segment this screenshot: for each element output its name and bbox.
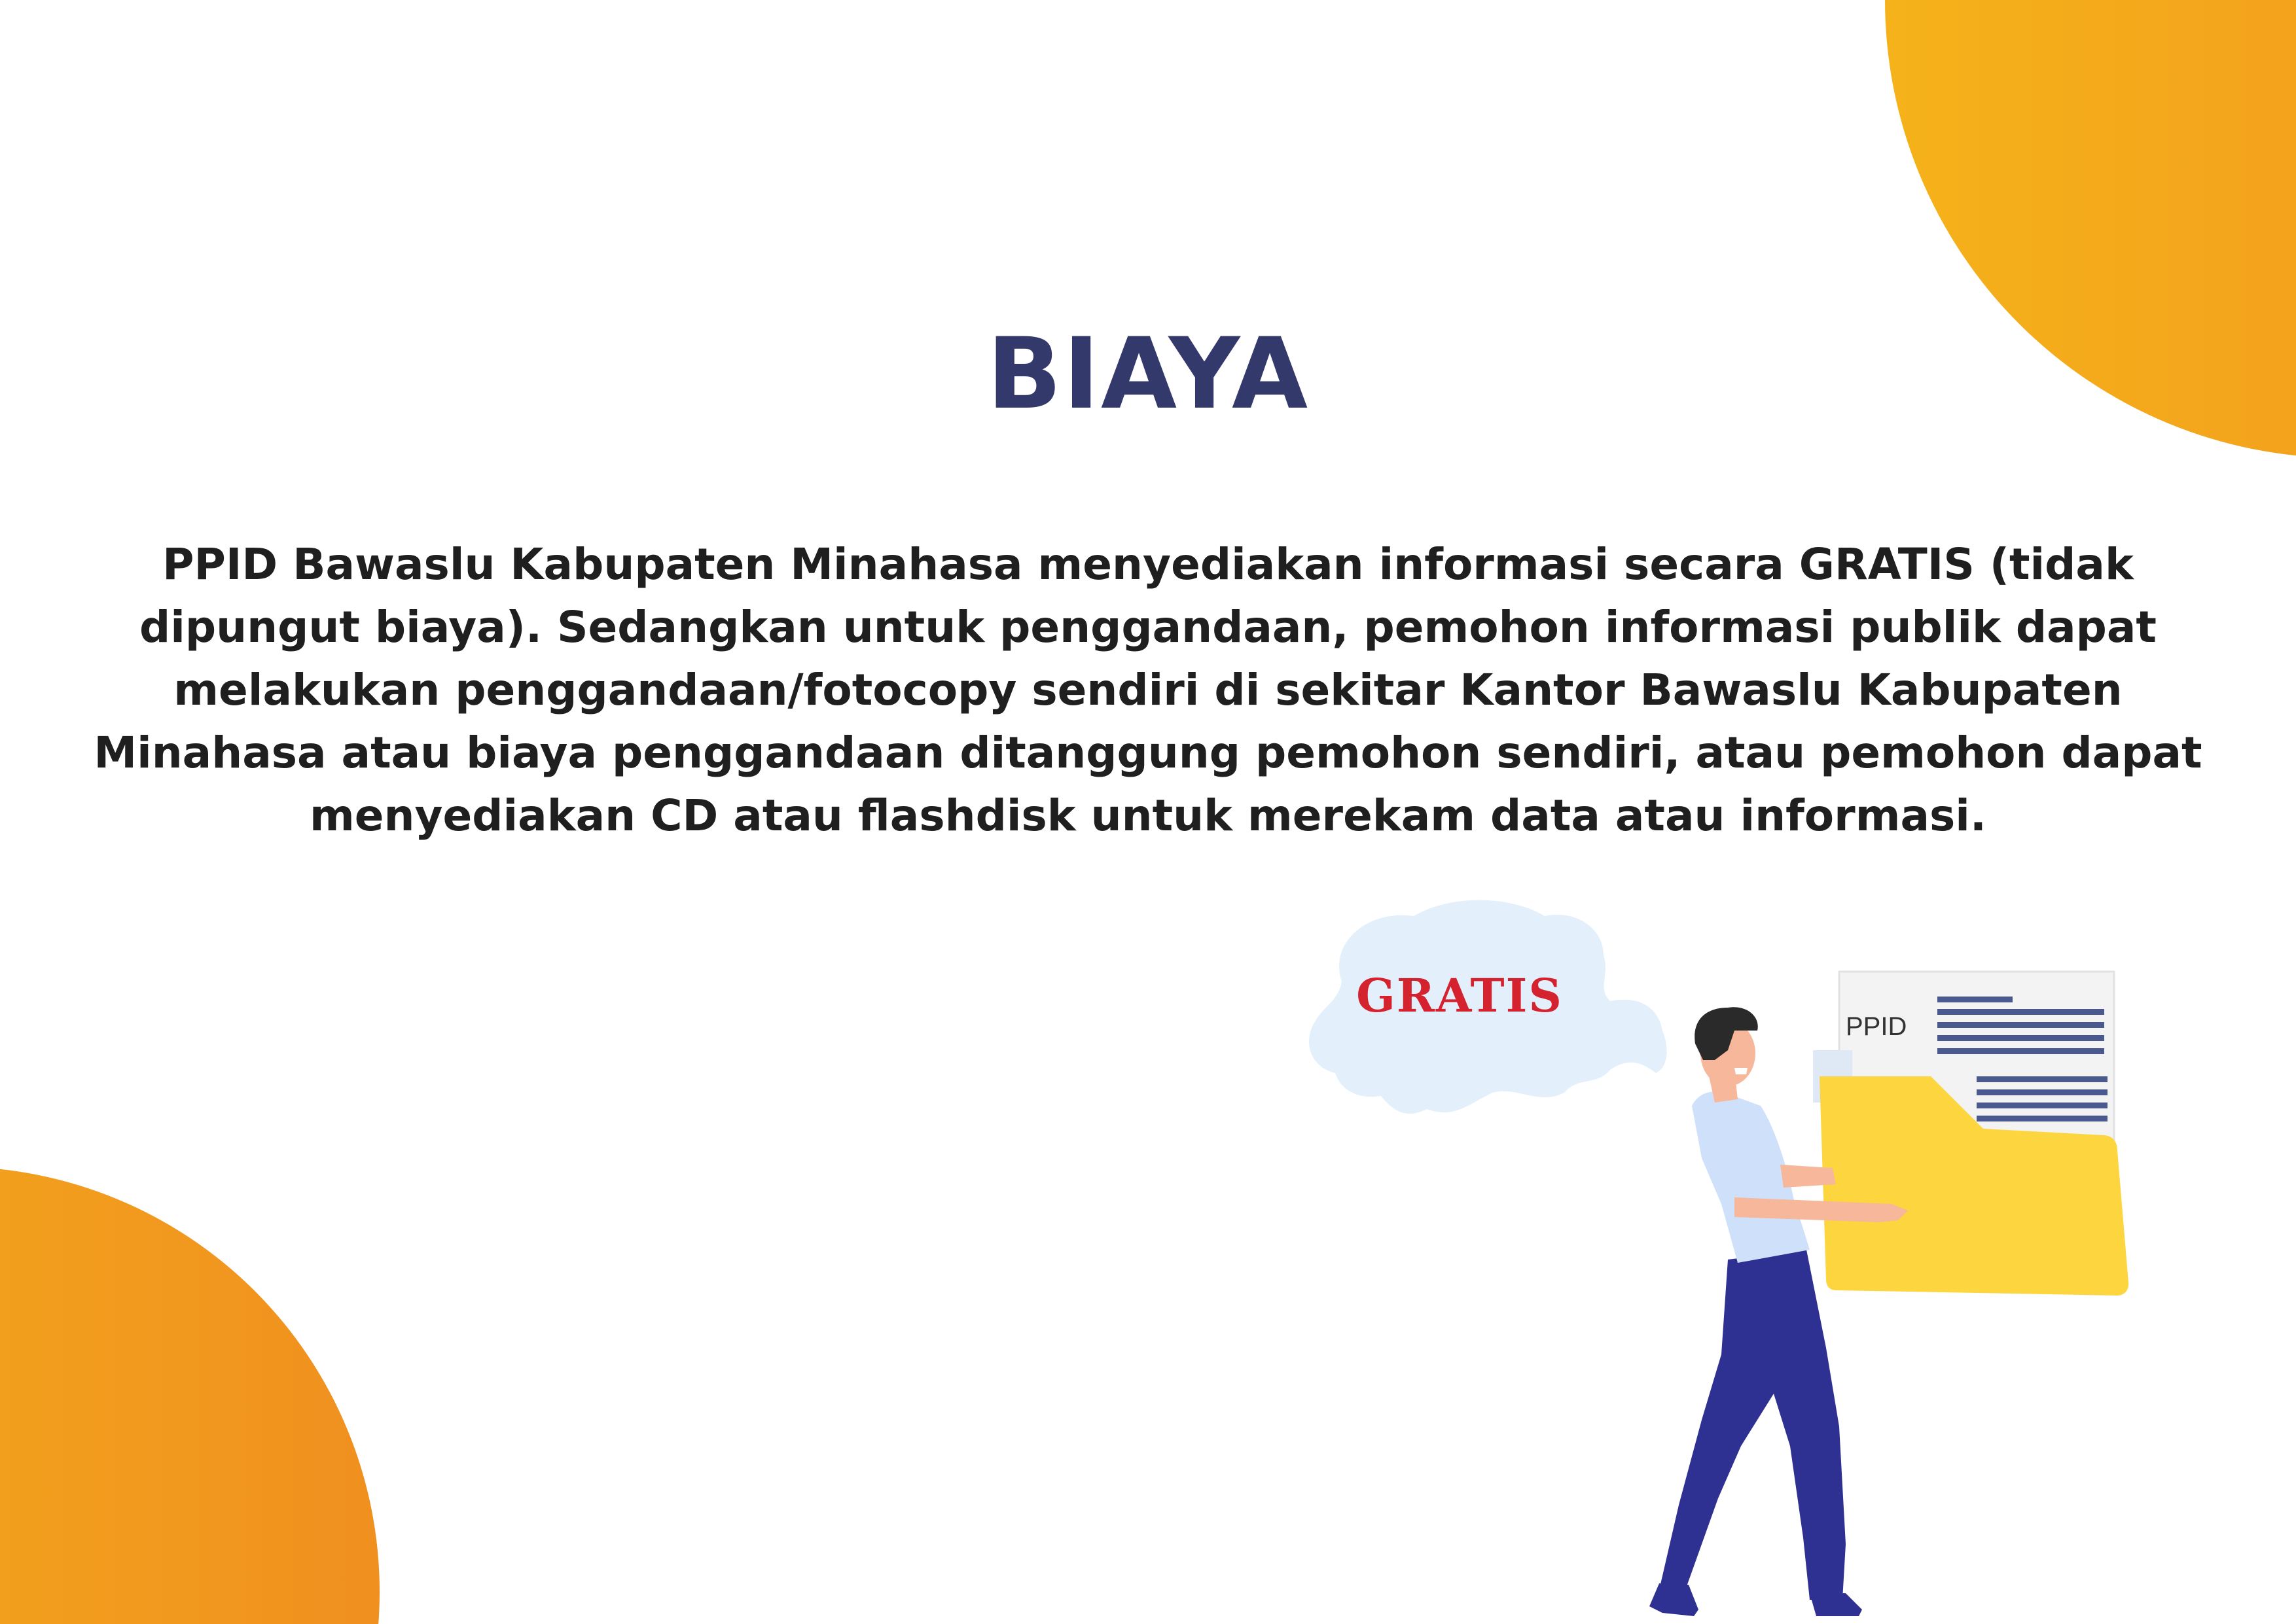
decorative-circle-bottom-left — [0, 1167, 380, 1624]
document-label: PPID — [1846, 1012, 1907, 1041]
page-title: BIAYA — [986, 317, 1310, 431]
body-paragraph: PPID Bawaslu Kabupaten Minahasa menyediakan informasi secara GRATIS (tidak dipungut biaya). Sedangkan untuk penggandaan, pemohon informasi publik dapat melakukan penggandaan/fotocopy sendiri di sekitar Kantor Bawaslu Kabupaten Minahasa atau biaya penggandaan ditanggung pemohon sendiri, atau pemohon dapat menyediakan CD atau flashdisk untuk merekam data atau informasi. — [94, 539, 2202, 841]
speech-bubble-text: GRATIS — [1356, 968, 1563, 1023]
